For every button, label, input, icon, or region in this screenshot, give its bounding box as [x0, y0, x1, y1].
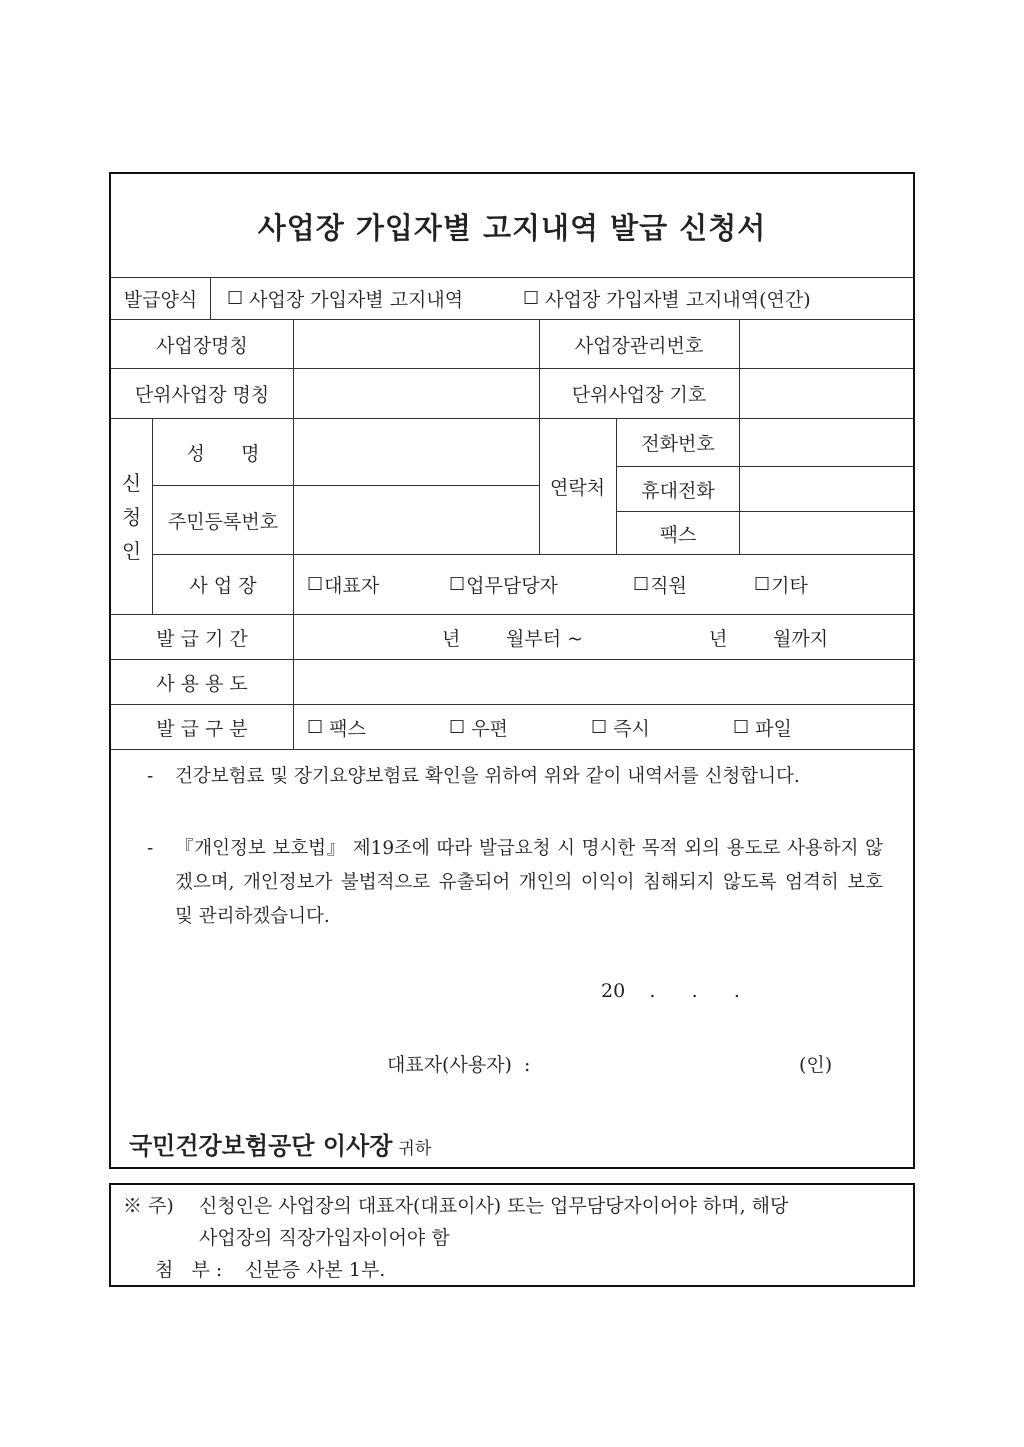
phone-field[interactable]	[740, 419, 913, 466]
checkbox-icon[interactable]: ☐	[227, 288, 244, 309]
notice-box	[109, 1183, 915, 1287]
period-year-to: 년	[709, 627, 728, 650]
addressee: 국민건강보험공단 이사장 귀하	[129, 1131, 432, 1160]
issue-type-label: 발 급 구 분	[156, 717, 248, 740]
fax-label: 팩스	[659, 523, 697, 546]
mobile-label: 휴대전화	[641, 479, 715, 502]
purpose-field[interactable]	[294, 660, 913, 704]
notice-line-2: 사업장의 직장가입자이어야 함	[199, 1226, 450, 1249]
checkbox-icon[interactable]: ☐	[754, 574, 771, 595]
applicant-rrn-label: 주민등록번호	[167, 510, 279, 533]
checkbox-icon[interactable]: ☐	[633, 574, 650, 595]
application-form	[109, 172, 915, 1169]
checkbox-icon[interactable]: ☐	[449, 716, 466, 738]
role-option-other[interactable]: ☐ 기타	[754, 574, 808, 597]
checkbox-icon[interactable]: ☐	[449, 574, 466, 595]
checkbox-icon[interactable]: ☐	[523, 288, 540, 309]
notice-mark: ※ 주)	[123, 1194, 174, 1217]
workplace-mgmt-no-label: 사업장관리번호	[574, 334, 704, 357]
applicant-rrn-field[interactable]	[294, 486, 539, 554]
period-month-to: 월까지	[773, 627, 829, 650]
signature-label: 대표자(사용자) :	[387, 1053, 531, 1076]
declaration-2: - 『개인정보 보호법』 제19조에 따라 발급요청 시 명시한 목적 외의 용도로 사용하지 않겠으며, 개인정보가 불법적으로 유출되어 개인의 이익이 침해되지 않도록 엄격히 보호 및 관리하겠습니다.	[147, 838, 883, 927]
checkbox-icon[interactable]: ☐	[591, 716, 608, 738]
notice-line-1: 신청인은 사업장의 대표자(대표이사) 또는 업무담당자이어야 하며, 해당	[199, 1194, 789, 1217]
checkbox-icon[interactable]: ☐	[307, 716, 324, 738]
issue-format-label: 발급양식	[123, 289, 198, 311]
role-option-representative[interactable]: ☐ 대표자	[307, 574, 380, 597]
mobile-field[interactable]	[740, 467, 913, 511]
checkbox-icon[interactable]: ☐	[733, 716, 750, 738]
role-option-employee[interactable]: ☐ 직원	[633, 574, 687, 597]
attachment-label: 첨 부 :	[155, 1258, 223, 1281]
issue-format-option-1[interactable]: ☐ 사업장 가입자별 고지내역	[227, 288, 464, 311]
workplace-mgmt-no-field[interactable]	[740, 320, 913, 368]
applicant-name-label: 성 명	[186, 442, 260, 465]
issue-type-mail[interactable]: ☐ 우편	[449, 716, 508, 740]
issue-period-label: 발 급 기 간	[156, 627, 248, 650]
role-option-staff-in-charge[interactable]: ☐ 업무담당자	[449, 574, 558, 597]
form-title: 사업장 가입자별 고지내역 발급 신청서	[257, 210, 767, 245]
phone-label: 전화번호	[641, 433, 715, 455]
period-month-from: 월부터 ~	[506, 627, 584, 650]
date-field[interactable]: 20 . . .	[601, 980, 740, 1002]
contact-label: 연락처	[549, 477, 606, 499]
period-year-from: 년	[442, 627, 461, 650]
applicant-section-label: 신 청 인	[121, 470, 142, 563]
unit-workplace-code-field[interactable]	[740, 369, 913, 418]
checkbox-icon[interactable]: ☐	[307, 574, 324, 595]
purpose-label: 사 용 용 도	[156, 672, 248, 695]
unit-workplace-name-field[interactable]	[294, 369, 539, 418]
fax-field[interactable]	[740, 512, 913, 554]
applicant-workplace-label: 사 업 장	[189, 575, 257, 597]
applicant-name-field[interactable]	[294, 419, 539, 485]
workplace-name-label: 사업장명칭	[156, 334, 248, 357]
issue-format-option-2[interactable]: ☐ 사업장 가입자별 고지내역(연간)	[523, 288, 811, 311]
issue-type-immediate[interactable]: ☐ 즉시	[591, 716, 650, 740]
declaration-1: - 건강보험료 및 장기요양보험료 확인을 위하여 위와 같이 내역서를 신청합니다.	[147, 766, 800, 787]
unit-workplace-code-label: 단위사업장 기호	[571, 384, 707, 406]
attachment-text: 신분증 사본 1부.	[245, 1258, 386, 1281]
workplace-name-field[interactable]	[294, 320, 539, 368]
issue-type-fax[interactable]: ☐ 팩스	[307, 716, 366, 740]
seal-mark: (인)	[799, 1053, 833, 1076]
unit-workplace-name-label: 단위사업장 명칭	[134, 384, 270, 406]
issue-type-file[interactable]: ☐ 파일	[733, 716, 792, 740]
